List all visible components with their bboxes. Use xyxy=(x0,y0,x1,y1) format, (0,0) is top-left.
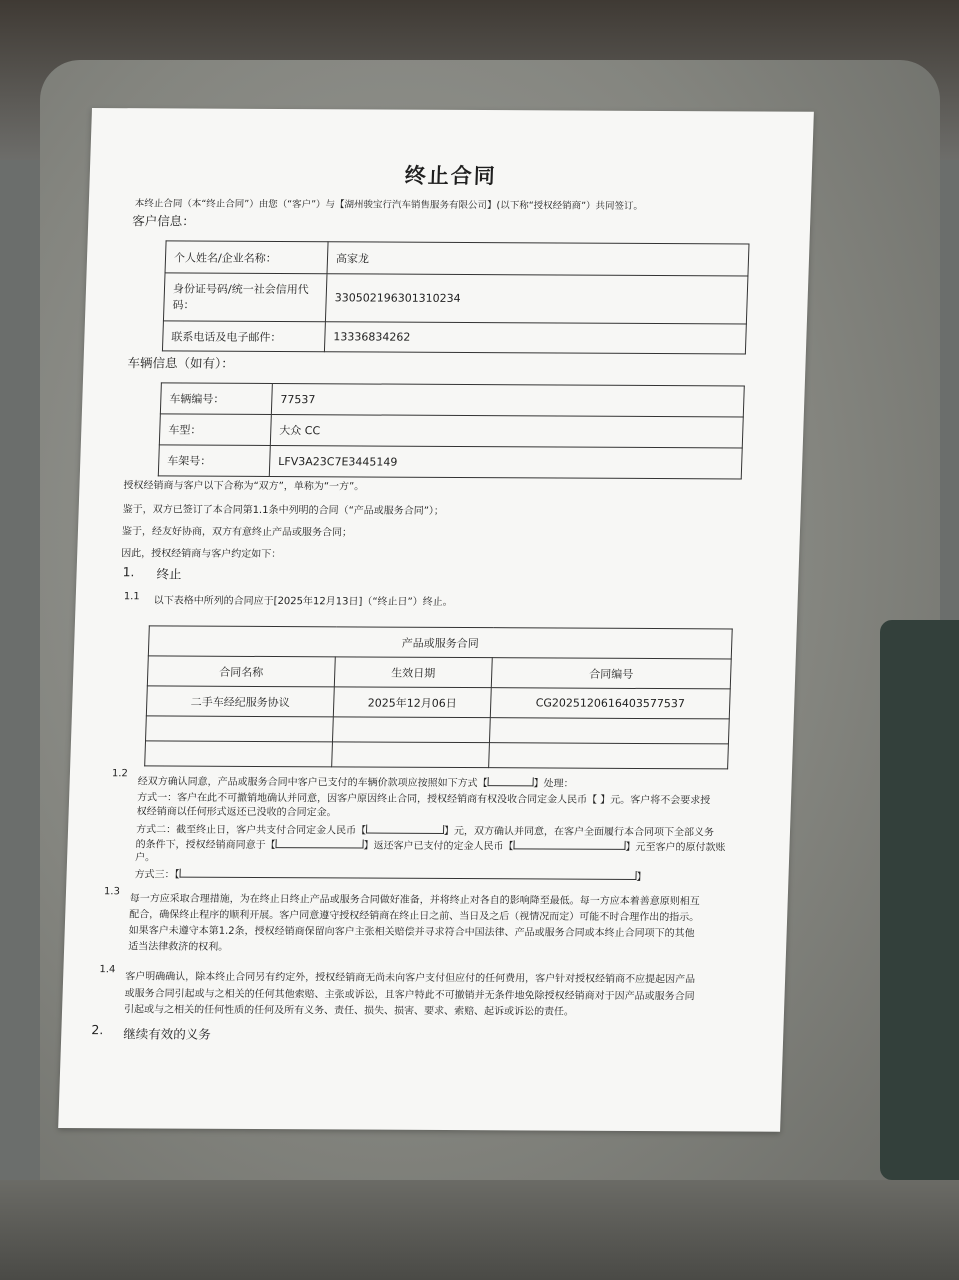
customer-table xyxy=(162,240,750,354)
contract-number-cell: CG2025120616403577537 xyxy=(490,688,730,719)
effective-date-cell: 2025年12月06日 xyxy=(333,687,491,718)
clause-1-1-number: 1.1 xyxy=(123,591,140,603)
table-row xyxy=(145,741,729,769)
section-1-title: 终止 xyxy=(156,566,182,582)
clause-1-3-line-1: 每一方应采取合理措施，为在终止日终止产品或服务合同做好准备，并将终止对各自的影响降至最低。每一方应本着善意原则相互 xyxy=(129,893,700,908)
document-title: 终止合同 xyxy=(404,163,498,189)
section-2-title: 继续有效的义务 xyxy=(123,1026,212,1042)
method-2-line-2 xyxy=(135,835,725,853)
vehicle-vin-label: 车架号： xyxy=(158,445,270,477)
vehicle-row-vin xyxy=(158,445,742,479)
customer-name-value: 高家龙 xyxy=(327,242,749,276)
customer-contact-value: 13336834262 xyxy=(324,322,746,354)
customer-row-name xyxy=(165,241,749,276)
clause-1-4-line-3: 引起或与之相关的任何性质的任何及所有义务、责任、损失、损害、要求、索赔、起诉或诉讼的责任。 xyxy=(123,1004,575,1018)
clause-1-3-line-4: 适当法律救济的权利。 xyxy=(127,941,229,953)
contract-paper xyxy=(58,108,814,1132)
empty-cell xyxy=(489,743,729,769)
intro-text: 本终止合同（本“终止合同”）由您（“客户”）与【湖州骏宝行汽车销售服务有限公司】(以下称“授权经销商”）共同签订。 xyxy=(134,198,644,212)
empty-cell xyxy=(332,717,490,743)
empty-cell xyxy=(146,716,334,742)
recital-2: 鉴于，双方已签订了本合同第1.1条中列明的合同（“产品或服务合同”）； xyxy=(122,504,445,517)
customer-contact-label: 联系电话及电子邮件： xyxy=(162,321,325,352)
header-effective-date: 生效日期 xyxy=(334,657,492,688)
method-3-text-b: 】 xyxy=(636,871,647,884)
customer-id-value: 330502196301310234 xyxy=(325,274,748,324)
method-2-text-b: 】元，双方确认并同意，在客户全面履行本合同项下全部义务 xyxy=(443,825,715,839)
method-2-line-3: 户。 xyxy=(134,852,156,864)
contract-table-caption: 产品或服务合同 xyxy=(148,626,732,659)
header-contract-name: 合同名称 xyxy=(147,656,335,687)
customer-row-id xyxy=(163,273,747,324)
vehicle-heading: 车辆信息（如有）： xyxy=(127,355,235,371)
clause-1-3-number: 1.3 xyxy=(103,886,121,898)
clause-1-3-line-2: 配合，确保终止程序的顺利开展。客户同意遵守授权经销商在终止日之前、当日及之后（视情况而定）可能不时合理作出的指示。 xyxy=(129,909,700,924)
background-bottom xyxy=(0,1180,959,1280)
vehicle-vin-value: LFV3A23C7E3445149 xyxy=(269,445,742,478)
clause-1-4-line-2: 或服务合同引起或与之相关的任何其他索赔、主张或诉讼，且客户特此不可撤销并无条件地免除授权经销商对于因产品或服务合同 xyxy=(124,988,695,1003)
empty-cell xyxy=(489,718,729,744)
method-blank xyxy=(488,777,534,786)
recital-3: 鉴于，经友好协商，双方有意终止产品或服务合同； xyxy=(121,526,353,539)
contract-name-cell: 二手车经纪服务协议 xyxy=(146,686,334,717)
customer-heading: 客户信息： xyxy=(132,213,196,229)
method-2-text-d: 】返还客户已支付的定金人民币【 xyxy=(363,840,514,853)
vehicle-row-number xyxy=(160,383,744,417)
vehicle-number-label: 车辆编号： xyxy=(160,383,272,415)
vehicle-number-value: 77537 xyxy=(271,383,744,416)
refund-amount-blank xyxy=(513,840,625,850)
clause-1-1-text: 以下表格中所列的合同应于[2025年12月13日]（“终止日”）终止。 xyxy=(153,595,453,608)
method-1-line-1: 方式一：客户在此不可撤销地确认并同意，因客户原因终止合同，授权经销商有权没收合同定金人民币【 】元。客户将不会要求授 xyxy=(136,792,711,807)
vehicle-table xyxy=(158,382,745,479)
clause-1-2-number: 1.2 xyxy=(111,768,129,780)
vehicle-row-model xyxy=(159,414,743,448)
contract-table-header-row xyxy=(147,656,731,689)
table-row xyxy=(146,686,730,719)
contract-table-caption-row xyxy=(148,626,732,659)
table-row xyxy=(146,716,730,744)
header-contract-number: 合同编号 xyxy=(491,658,731,689)
method-1-line-2: 权经销商以任何形式返还已没收的合同定金。 xyxy=(136,806,337,819)
recital-1: 授权经销商与客户以下合称为“双方”，单称为“一方”。 xyxy=(123,480,365,493)
refund-date-blank xyxy=(275,839,363,848)
customer-name-label: 个人姓名/企业名称： xyxy=(165,241,328,274)
vehicle-model-label: 车型： xyxy=(159,414,271,446)
method-2-text-a: 方式二：截至终止日，客户共支付合同定金人民币【 xyxy=(135,824,367,837)
method-3-text-a: 方式三：【 xyxy=(134,869,180,881)
contract-table xyxy=(144,625,733,769)
method-3-line xyxy=(134,865,646,883)
empty-cell xyxy=(145,741,333,767)
method-2-text-e: 】元至客户的原付款账 xyxy=(625,841,726,854)
method-2-text-c: 的条件下，授权经销商同意于【 xyxy=(135,839,276,852)
clause-1-3-line-3: 如果客户未遵守本第1.2条，授权经销商保留向客户主张相关赔偿并寻求符合中国法律、产品或服务合同或本终止合同项下的其他 xyxy=(128,925,695,940)
method-3-blank xyxy=(179,869,636,880)
section-1-number: 1. xyxy=(122,564,135,580)
clause-1-4-number: 1.4 xyxy=(99,964,116,976)
background-dark-pad xyxy=(880,620,959,1180)
clause-1-2-text-a: 经双方确认同意，产品或服务合同中客户已支付的车辆价款项应按照如下方式【 xyxy=(137,776,488,790)
clause-1-4-line-1: 客户明确确认，除本终止合同另有约定外，授权经销商无尚未向客户支付但应付的任何费用，客户针对授权经销商不应提起因产品 xyxy=(125,971,696,986)
section-2-number: 2. xyxy=(91,1022,104,1038)
deposit-paid-blank xyxy=(366,825,444,834)
customer-row-contact xyxy=(162,321,746,354)
empty-cell xyxy=(332,742,490,768)
customer-id-label: 身份证号码/统一社会信用代码： xyxy=(163,273,327,322)
vehicle-model-value: 大众 CC xyxy=(270,414,743,447)
recital-4: 因此，授权经销商与客户约定如下： xyxy=(121,548,282,561)
clause-1-2-text-b: 】处理： xyxy=(533,778,574,790)
clause-1-2-intro xyxy=(137,772,573,789)
